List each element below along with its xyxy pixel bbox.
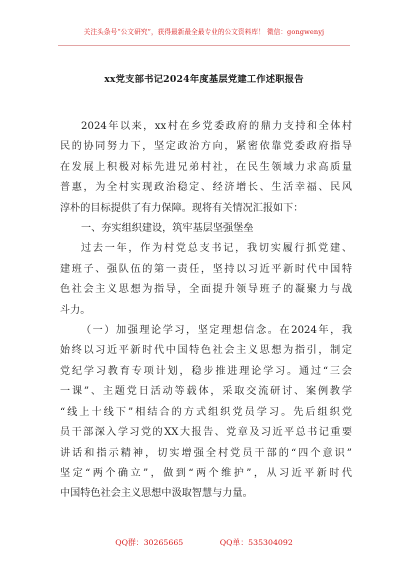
body-line: 色社会主义思想为指导，全面提升领导班子的凝聚力与战 [60, 284, 352, 296]
body-line: 坚定“两个确立”，做到“两个维护”，从习近平新时代 [60, 467, 352, 479]
header-divider [58, 45, 350, 46]
document-title: xx党支部书记2024年度基层党建工作述职报告 [104, 74, 304, 85]
section-heading: 一、夯实组织建设，筑牢基层坚强堡垒 [81, 223, 254, 235]
body-line: 斗力。 [60, 304, 91, 316]
body-line: 民的协同努力下，坚定政治方向，紧密依靠党委政府指导 [60, 141, 352, 153]
body-line: 始终以习近平新时代中国特色社会主义思想为指引，制定 [60, 345, 352, 357]
body-line: 建班子、强队伍的第一责任，坚持以习近平新时代中国特 [60, 263, 352, 275]
document-body [60, 117, 352, 505]
body-line: 中国特色社会主义思想中汲取智慧与力量。 [60, 488, 253, 500]
body-line: “线上十线下”相结合的方式组织党员学习。先后组织党 [60, 406, 352, 418]
body-line: 一课”、主题党日活动等载体，采取交流研讨、案例教学 [60, 386, 352, 398]
body-line: 员干部深入学习党的XX大报告、党章及习近平总书记重要 [60, 427, 352, 439]
body-line: 2024年以来，xx村在乡党委政府的鼎力支持和全体村 [81, 121, 352, 132]
body-line: 讲话和指示精神，切实增强全村党员干部的“四个意识” [60, 447, 352, 459]
body-line: 普惠，为全村实现政治稳定、经济增长、生活幸福、民风 [60, 182, 352, 194]
header-promo-text: 关注头条号“公文研究”，获得最新最全最专业的公文资料库！ 微信：gongwenyj [83, 28, 325, 36]
footer-qq-group: QQ群：30265665 [115, 538, 184, 547]
body-line: 过去一年，作为村党总支书记，我切实履行抓党建、 [81, 243, 352, 255]
footer-contact [0, 537, 408, 548]
body-line: （一）加强理论学习，坚定理想信念。在2024年，我 [81, 325, 352, 337]
footer-qq-single: QQ单：535304092 [219, 538, 293, 547]
body-line: 党纪学习教育专项计划，稳步推进理论学习。通过“三会 [60, 365, 352, 377]
body-line: 在发展上积极对标先进兄弟村社，在民生领域力求高质量 [60, 161, 352, 173]
body-line: 淳朴的目标提供了有力保障。现将有关情况汇报如下： [60, 202, 304, 214]
